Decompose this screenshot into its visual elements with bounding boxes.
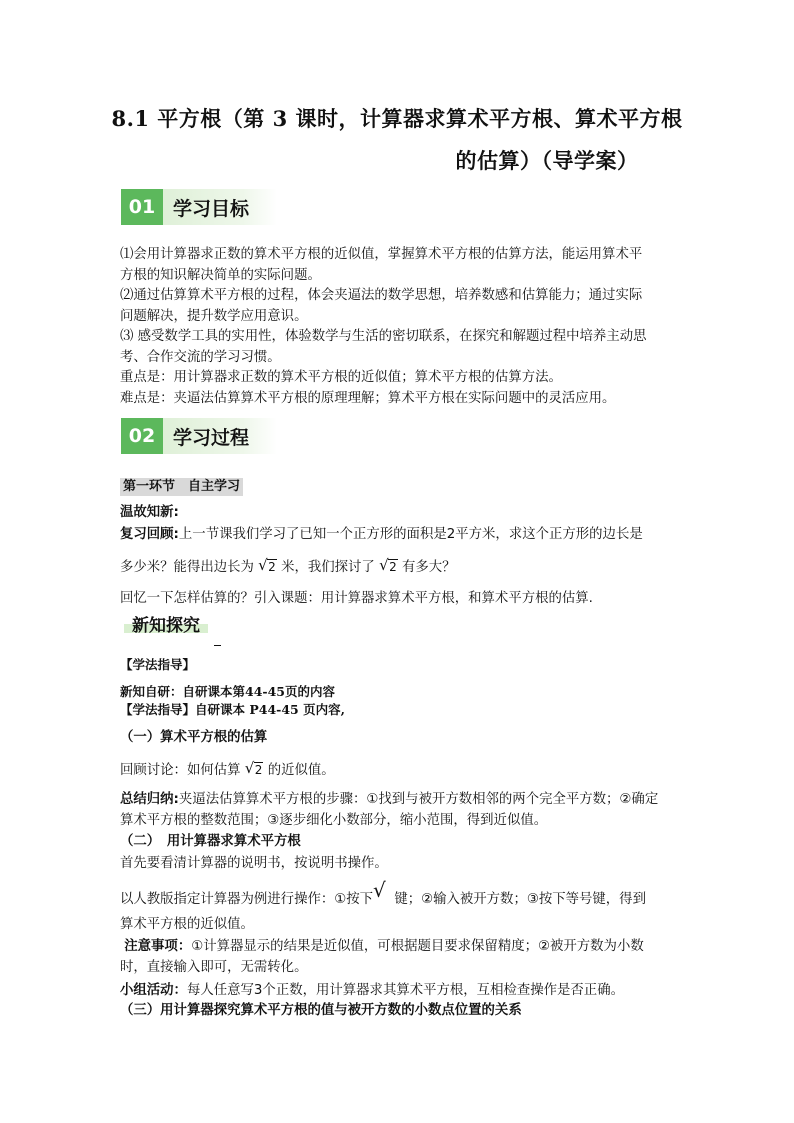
summary-text: 算术平方根的整数范围；③逐步细化小数部分，缩小范围，得到近似值。 — [120, 812, 548, 828]
summary-text: 夹逼法估算算术平方根的步骤：①找到与被开方数相邻的两个完全平方数；②确定 — [178, 792, 659, 807]
goal-line: 问题解决，提升数学应用意识。 — [120, 308, 308, 324]
doc-title-line1: 8.1 平方根（第 3 课时，计算器求算术平方根、算术平方根 — [111, 106, 683, 131]
notes-text: 时，直接输入即可，无需转化。 — [120, 959, 308, 975]
section-label: 学习目标 — [163, 189, 277, 225]
review-text: 米，我们探讨了 — [281, 560, 375, 575]
sqrt-expression: √ 2 — [379, 556, 397, 574]
review-text: 上一节课我们学习了已知一个正方形的面积是2平方米，求这个正方形的边长是 — [178, 527, 643, 542]
goal-line: 考、合作交流的学习习惯。 — [120, 349, 281, 365]
sqrt-expression: √ 2 — [258, 556, 276, 574]
notes-label: 注意事项： — [124, 939, 192, 954]
group-text: 每人任意写3个正数，用计算器求其算术平方根，互相检查操作是否正确。 — [186, 983, 624, 998]
doc-title-line2: 的估算）（导学案） — [455, 148, 639, 173]
recall-text: 回忆一下怎样估算的？引入课题：用计算器求算术平方根，和算术平方根的估算. — [120, 591, 593, 606]
review-heading: 温故知新: — [120, 505, 179, 520]
section-label: 学习过程 — [163, 418, 277, 454]
operation-text-2: 算术平方根的近似值。 — [120, 917, 254, 932]
goals-block — [120, 245, 680, 409]
method-guide: 【学法指导】 — [120, 657, 196, 672]
part-two-heading: （二） 用计算器求算术平方根 — [120, 834, 301, 849]
group-label: 小组活动： — [120, 983, 187, 998]
review-label: 复习回顾: — [120, 527, 179, 542]
goal-line: ⑴会用计算器求正数的算术平方根的近似值，掌握算术平方根的估算方法，能运用算术平 — [120, 247, 643, 262]
sqrt-expression: √ 2 — [244, 759, 263, 777]
goal-line: 难点是：夹逼法估算算术平方根的原理理解；算术平方根在实际问题中的灵活应用。 — [120, 390, 616, 406]
section-number: 02 — [121, 418, 163, 454]
review-paragraph — [120, 524, 680, 546]
part-three-heading: （三）用计算器探究算术平方根的值与被开方数的小数点位置的关系 — [120, 1003, 522, 1018]
goal-line: 重点是：用计算器求正数的算术平方根的近似值；算术平方根的估算方法。 — [120, 370, 562, 385]
review-paragraph-2 — [120, 556, 680, 579]
discuss-prefix: 回顾讨论：如何估算 — [120, 763, 241, 778]
section-badge-process — [121, 418, 277, 454]
self-study: 新知自研：自研课本第44-45页的内容 — [120, 684, 335, 699]
explore-title: 新知探究 — [124, 611, 208, 636]
operation-prefix: 以人教版指定计算器为例进行操作：①按下 — [120, 892, 374, 907]
summary-paragraph — [120, 790, 680, 831]
group-activity — [120, 981, 680, 1002]
discuss-text — [120, 760, 680, 782]
review-text: 多少米？能得出边长为 — [120, 560, 254, 575]
short-dash — [214, 645, 221, 646]
method-guide-2: 【学法指导】自研课本 P44-45 页内容, — [120, 702, 345, 717]
goal-line: ⑵通过估算算术平方根的过程，体会夹逼法的数学思想，培养数感和估算能力；通过实际 — [120, 288, 643, 303]
part-one-heading: （一）算术平方根的估算 — [120, 730, 268, 745]
notes-text: ①计算器显示的结果是近似值，可根据题目要求保留精度；②被开方数为小数 — [191, 939, 644, 954]
sqrt-key-icon: √ — [373, 878, 386, 902]
operation-suffix: 键；②输入被开方数；③按下等号键，得到 — [394, 892, 646, 907]
goal-line: 方根的知识解决简单的实际问题。 — [120, 267, 321, 283]
section-badge-goals — [121, 189, 277, 225]
manual-text: 首先要看清计算器的说明书，按说明书操作。 — [120, 856, 388, 871]
operation-text — [120, 878, 680, 911]
section-number: 01 — [121, 189, 163, 225]
discuss-suffix: 的近似值。 — [267, 763, 335, 778]
notes-paragraph — [120, 937, 680, 978]
review-text: 有多大？ — [401, 560, 456, 575]
goal-line: ⑶ 感受数学工具的实用性，体验数学与生活的密切联系，在探究和解题过程中培养主动思 — [120, 329, 647, 344]
step-heading: 第一环节 自主学习 — [120, 478, 243, 496]
summary-label: 总结归纳: — [120, 792, 179, 807]
